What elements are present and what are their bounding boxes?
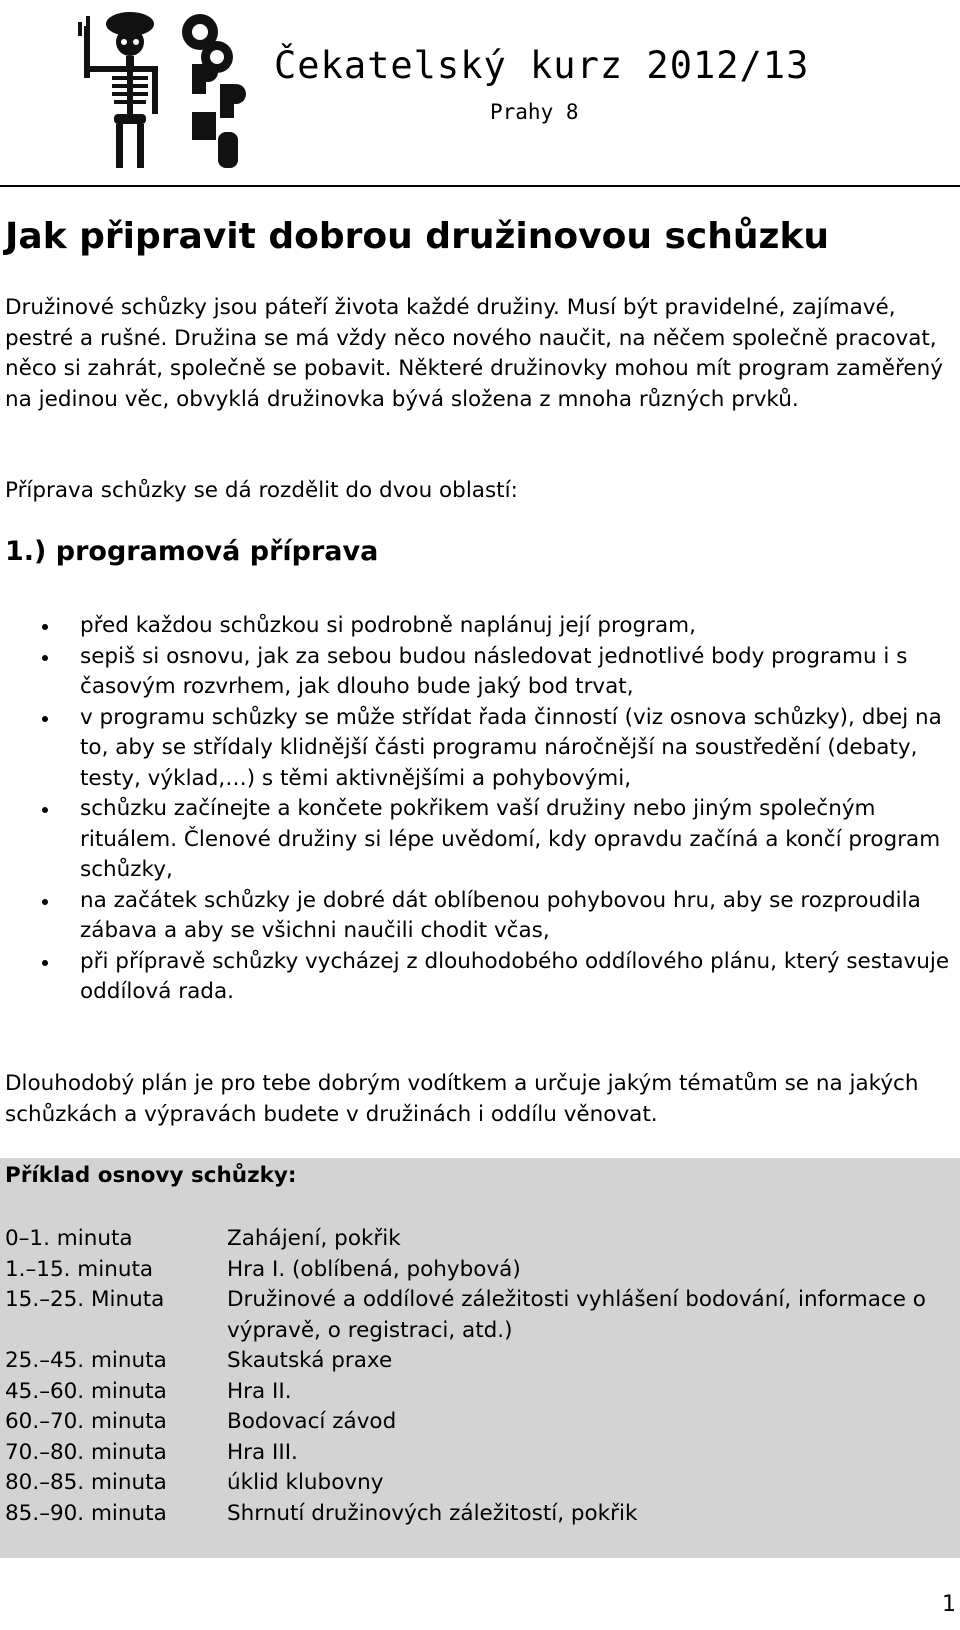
bullet-dot — [42, 655, 48, 661]
example-title: Příklad osnovy schůzky: — [5, 1163, 297, 1188]
bullet-dot — [42, 716, 48, 722]
bullet-dot — [42, 899, 48, 905]
schedule-activity: Družinové a oddílové záležitosti vyhlášení bodování, informace o výpravě, o registraci, atd.) — [227, 1287, 926, 1343]
schedule-activity: Hra III. — [227, 1439, 298, 1465]
schedule-row — [5, 1346, 950, 1377]
schedule-time: 45.–60. minuta — [5, 1378, 167, 1404]
list-item-text: v programu schůzky se může střídat řada činností (viz osnova schůzky), dbej na to, aby se střídaly klidnější části programu náročnější na soustředění (debaty, testy, výklad,…) s těmi aktivnějšími a pohybovými, — [80, 704, 942, 791]
schedule-time: 25.–45. minuta — [5, 1348, 167, 1373]
list-item-text: na začátek schůzky je dobré dát oblíbenou pohybovou hru, aby se rozproudila zábava a aby se všichni naučili chodit včas, — [80, 887, 921, 943]
schedule-table — [5, 1224, 950, 1529]
schedule-row — [5, 1499, 950, 1530]
schedule-activity: Hra II. — [227, 1378, 292, 1404]
list-item — [0, 611, 950, 642]
list-item-text: schůzku začínejte a končete pokřikem vaší družiny nebo jiným společným rituálem. Členové družiny si lépe uvědomí, kdy opravdu začíná a končí program schůzky, — [80, 796, 941, 882]
schedule-time: 1.–15. minuta — [5, 1256, 154, 1282]
list-item — [0, 947, 950, 1008]
list-item — [0, 886, 950, 947]
schedule-row — [5, 1224, 950, 1255]
schedule-activity: Skautská praxe — [227, 1348, 393, 1373]
page-title: Jak připravit dobrou družinovou schůzku — [5, 216, 830, 257]
schedule-row — [5, 1285, 950, 1346]
schedule-row — [5, 1255, 950, 1286]
schedule-activity: Bodovací závod — [227, 1409, 397, 1434]
schedule-activity: úklid klubovny — [227, 1470, 384, 1495]
schedule-time: 80.–85. minuta — [5, 1470, 167, 1495]
schedule-row — [5, 1377, 950, 1408]
list-item-text: sepiš si osnovu, jak za sebou budou následovat jednotlivé body programu i s časovým rozvrhem, jak dlouho bude jaký bod trvat, — [80, 643, 908, 699]
schedule-time: 0–1. minuta — [5, 1226, 133, 1251]
page-number: 1 — [942, 1592, 956, 1617]
schedule-time: 70.–80. minuta — [5, 1439, 167, 1465]
bullet-dot — [42, 807, 48, 813]
schedule-row — [5, 1407, 950, 1438]
header-divider — [0, 185, 960, 187]
intro-paragraph: Družinové schůzky jsou páteří života každé družiny. Musí být pravidelné, zajímavé, pestré a rušné. Družina se má vždy něco nového naučit, na něčem společně pracovat, něco si zahrát, společně se pobavit. Některé družinovky mohou mít program zaměřený na jedinou věc, obvyklá družinovka bývá složena z mnoha různých prvků. — [5, 295, 943, 412]
schedule-row — [5, 1468, 950, 1499]
list-item-text: při přípravě schůzky vycházej z dlouhodobého oddílového plánu, který sestavuje oddílová rada. — [80, 948, 950, 1004]
section-heading: 1.) programová příprava — [5, 536, 379, 567]
schedule-activity: Zahájení, pokřik — [227, 1226, 401, 1251]
bullet-dot — [42, 624, 48, 630]
list-item — [0, 794, 950, 886]
list-item — [0, 642, 950, 703]
list-item-text: před každou schůzkou si podrobně naplánuj její program, — [80, 613, 696, 638]
schedule-time: 85.–90. minuta — [5, 1500, 167, 1526]
schedule-activity: Hra I. (oblíbená, pohybová) — [227, 1256, 521, 1282]
course-subtitle: Prahy 8 — [490, 100, 579, 124]
long-term-plan-paragraph: Dlouhodobý plán je pro tebe dobrým vodítkem a určuje jakým tématům se na jakých schůzkách a výpravách budete v družinách i oddílu věnovat. — [5, 1071, 919, 1127]
schedule-time: 60.–70. minuta — [5, 1409, 167, 1434]
corpus-logo — [72, 2, 252, 172]
course-title: Čekatelský kurz 2012/13 — [274, 44, 810, 87]
schedule-row — [5, 1438, 950, 1469]
list-item — [0, 703, 950, 795]
preparation-intro: Příprava schůzky se dá rozdělit do dvou oblastí: — [5, 478, 518, 503]
schedule-activity: Shrnutí družinových záležitostí, pokřik — [227, 1500, 638, 1526]
bullet-dot — [42, 960, 48, 966]
bullet-list — [0, 611, 950, 1008]
schedule-time: 15.–25. Minuta — [5, 1287, 165, 1312]
